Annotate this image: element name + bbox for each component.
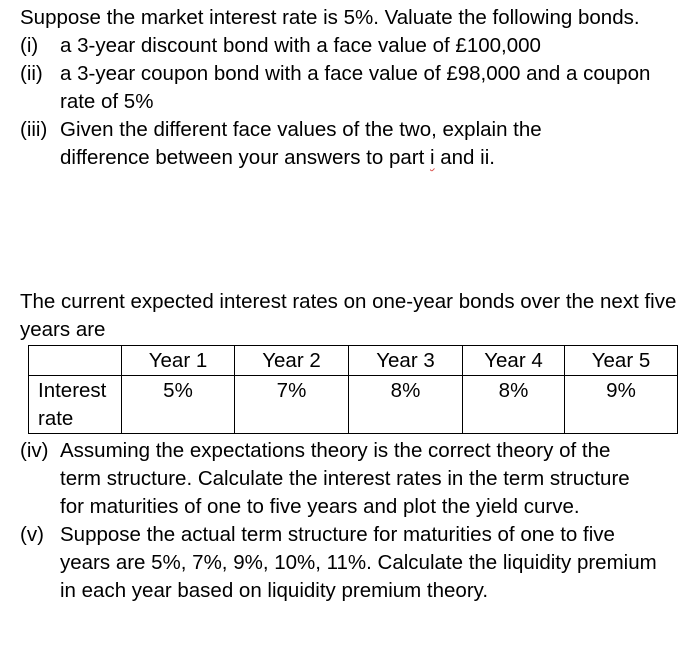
item-text-part: and ii. bbox=[434, 146, 495, 169]
item-text: a 3-year coupon bond with a face value of £98,000 and a coupon rate of 5% bbox=[60, 62, 651, 113]
question-2-items bbox=[20, 437, 680, 605]
expected-rates-table bbox=[28, 345, 678, 434]
table-header-cell: Year 2 bbox=[235, 346, 349, 376]
table-cell: 7% bbox=[235, 376, 349, 434]
question-item-ii bbox=[20, 60, 680, 116]
question-1-intro: Suppose the market interest rate is 5%. Valuate the following bonds. bbox=[20, 6, 640, 29]
table-header-cell: Year 3 bbox=[349, 346, 463, 376]
table-corner-cell bbox=[29, 346, 122, 376]
question-item-i bbox=[20, 32, 680, 60]
item-number: (iv) bbox=[20, 439, 49, 462]
item-number: (iii) bbox=[20, 118, 48, 141]
item-number: (ii) bbox=[20, 62, 43, 85]
question-item-v bbox=[20, 521, 680, 605]
item-number: (i) bbox=[20, 34, 39, 57]
table-header-cell: Year 5 bbox=[565, 346, 678, 376]
table-cell: 8% bbox=[349, 376, 463, 434]
question-item-iv bbox=[20, 437, 680, 521]
table-header-row bbox=[29, 346, 678, 376]
item-text: a 3-year discount bond with a face value of £100,000 bbox=[60, 34, 541, 57]
table-cell: 9% bbox=[565, 376, 678, 434]
item-text: Assuming the expectations theory is the correct theory of the term structure. Calculate the interest rates in the term structure for maturities of one to five years and plot the yield curve. bbox=[60, 439, 630, 518]
table-header-cell: Year 1 bbox=[122, 346, 235, 376]
item-text: Suppose the actual term structure for maturities of one to five years are 5%, 7%, 9%, 10%, 11%. Calculate the liquidity premium in each year based on liquidity premium theory. bbox=[60, 523, 657, 602]
table-cell: 8% bbox=[463, 376, 565, 434]
item-number: (v) bbox=[20, 523, 44, 546]
table-header-cell: Year 4 bbox=[463, 346, 565, 376]
table-row bbox=[29, 376, 678, 434]
question-2-intro: The current expected interest rates on one-year bonds over the next five years are bbox=[20, 290, 677, 341]
table-row-label: Interest rate bbox=[29, 376, 122, 434]
question-item-iii bbox=[20, 116, 680, 172]
question-2-intro-block bbox=[20, 288, 680, 344]
table-cell: 5% bbox=[122, 376, 235, 434]
item-text bbox=[60, 116, 680, 172]
item-text-part: Given the different face values of the two, explain the difference between your answers to part bbox=[60, 118, 542, 169]
question-1 bbox=[20, 4, 680, 172]
spellcheck-marked-word: i bbox=[429, 146, 435, 169]
